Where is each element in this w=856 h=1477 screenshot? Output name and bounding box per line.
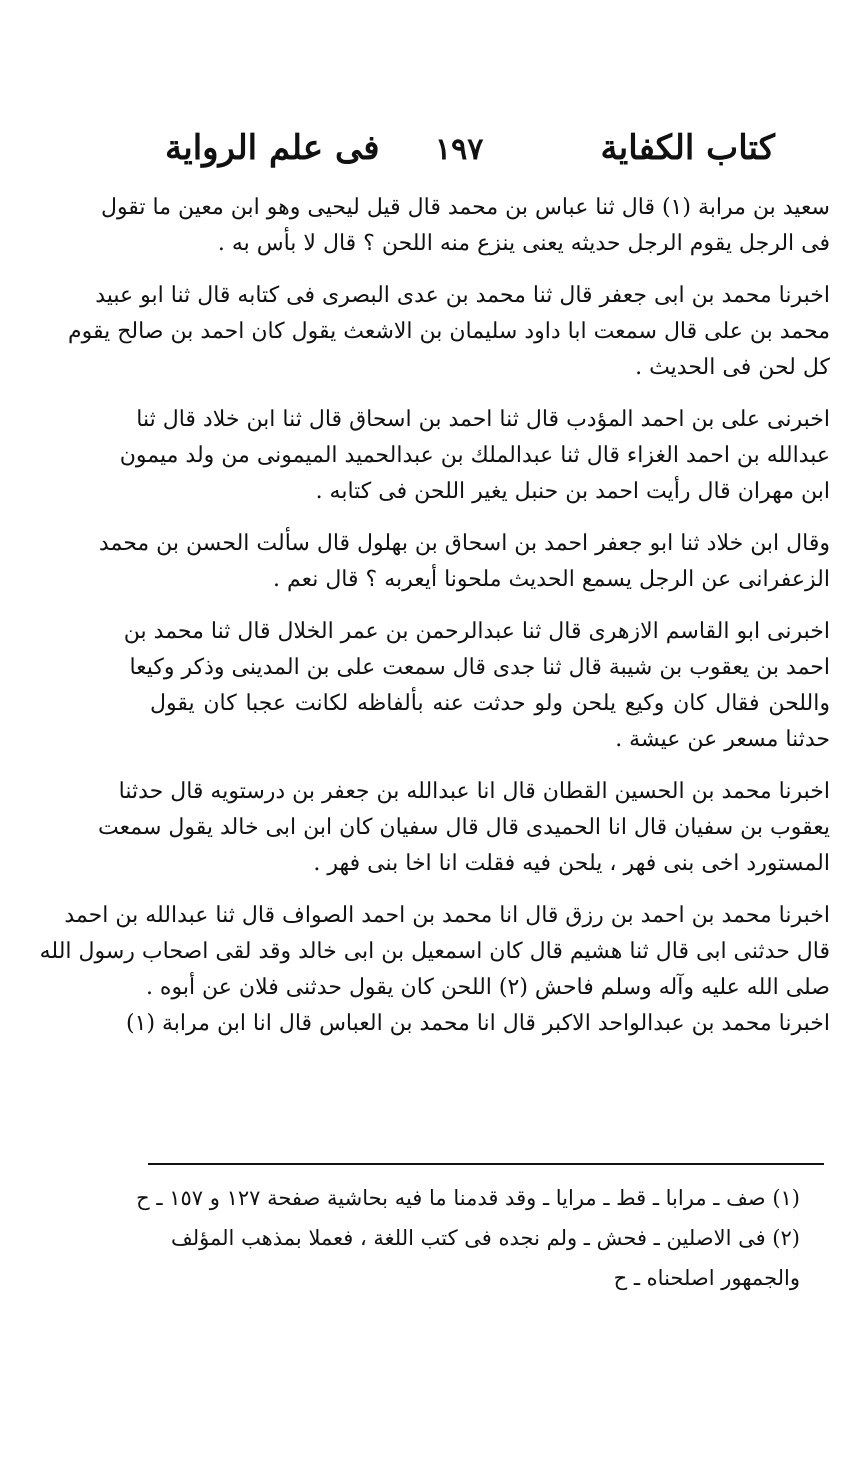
paragraph [98,774,830,882]
page-header [165,128,775,180]
footnote-line: والجمهور اصلحناه ـ ح [613,1266,800,1290]
paragraph [123,614,830,758]
text-line: ابن مهران قال رأيت احمد بن حنبل يغير اللحن فى كتابه . [315,479,830,504]
paragraph [98,526,830,598]
paragraph [67,278,830,386]
footnote-line: (١) صف ـ مرابا ـ قط ـ مرايا ـ وقد قدمنا ما فيه بحاشية صفحة ١٢٧ و ١٥٧ ـ ح [136,1186,800,1210]
text-line: احمد بن يعقوب بن شيبة قال ثنا جدى قال سمعت على بن المدينى وذكر وكيعا [129,655,830,680]
text-line: فى الرجل يقوم الرجل حديثه يعنى ينزع منه اللحن ؟ قال لا بأس به . [217,231,830,256]
text-line: الزعفرانى عن الرجل يسمع الحديث ملحونا أيعربه ؟ قال نعم . [272,567,830,592]
text-line: اخبرنا محمد بن الحسين القطان قال انا عبدالله بن جعفر بن درستويه قال حدثنا [118,779,830,804]
text-line: عبدالله بن احمد الغزاء قال ثنا عبدالملك بن عبدالحميد الميمونى من ولد ميمون [119,443,830,468]
text-line: اخبرنا محمد بن احمد بن رزق قال انا محمد بن احمد الصواف قال ثنا عبدالله بن احمد [64,903,830,928]
text-line: وقال ابن خلاد ثنا ابو جعفر احمد بن اسحاق بن بهلول قال سألت الحسن بن محمد [98,531,830,556]
footnote-divider [148,1163,824,1165]
section-title: فى علم الرواية [165,128,380,168]
text-line: واللحن فقال كان وكيع يلحن ولو حدثت عنه بألفاظه لكانت عجبا كان يقول [150,691,830,716]
text-line: اخبرنا محمد بن ابى جعفر قال ثنا محمد بن عدى البصرى فى كتابه قال ثنا ابو عبيد [95,283,830,308]
text-line: محمد بن على قال سمعت ابا داود سليمان بن الاشعث يقول كان احمد بن صالح يقوم [67,319,830,344]
text-line: اخبرنى ابو القاسم الازهرى قال ثنا عبدالرحمن بن عمر الخلال قال ثنا محمد بن [123,619,830,644]
text-line: اخبرنى على بن احمد المؤدب قال ثنا احمد بن اسحاق قال ثنا ابن خلاد قال ثنا [136,407,830,432]
paragraph [119,402,830,510]
text-line: قال حدثنى ابى قال ثنا هشيم قال كان اسمعيل بن ابى خالد وقد لقى اصحاب رسول الله [39,939,830,964]
page-number: ١٩٧ [435,132,484,167]
text-line: كل لحن فى الحديث . [635,355,830,380]
paragraph [39,898,830,1042]
text-line: صلى الله عليه وآله وسلم فاحش (٢) اللحن كان يقول حدثنى فلان عن أبوه . [145,975,830,1000]
footnote-line: (٢) فى الاصلين ـ فحش ـ ولم نجده فى كتب اللغة ، فعملا بمذهب المؤلف [171,1226,800,1250]
footnotes [136,1178,800,1298]
text-line: يعقوب بن سفيان قال انا الحميدى قال قال سفيان كان ابن ابى خالد يقول سمعت [98,815,830,840]
text-line: سعيد بن مرابة (١) قال ثنا عباس بن محمد قال قيل ليحيى وهو ابن معين ما تقول [100,195,830,220]
main-text [39,190,830,1042]
text-line: حدثنا مسعر عن عيشة . [615,727,830,752]
text-line: المستورد اخى بنى فهر ، يلحن فيه فقلت انا اخا بنى فهر . [313,851,830,876]
book-title: كتاب الكفاية [600,128,775,168]
paragraph [100,190,830,262]
text-line: اخبرنا محمد بن عبدالواحد الاكبر قال انا محمد بن العباس قال انا ابن مرابة (١) [126,1011,830,1036]
